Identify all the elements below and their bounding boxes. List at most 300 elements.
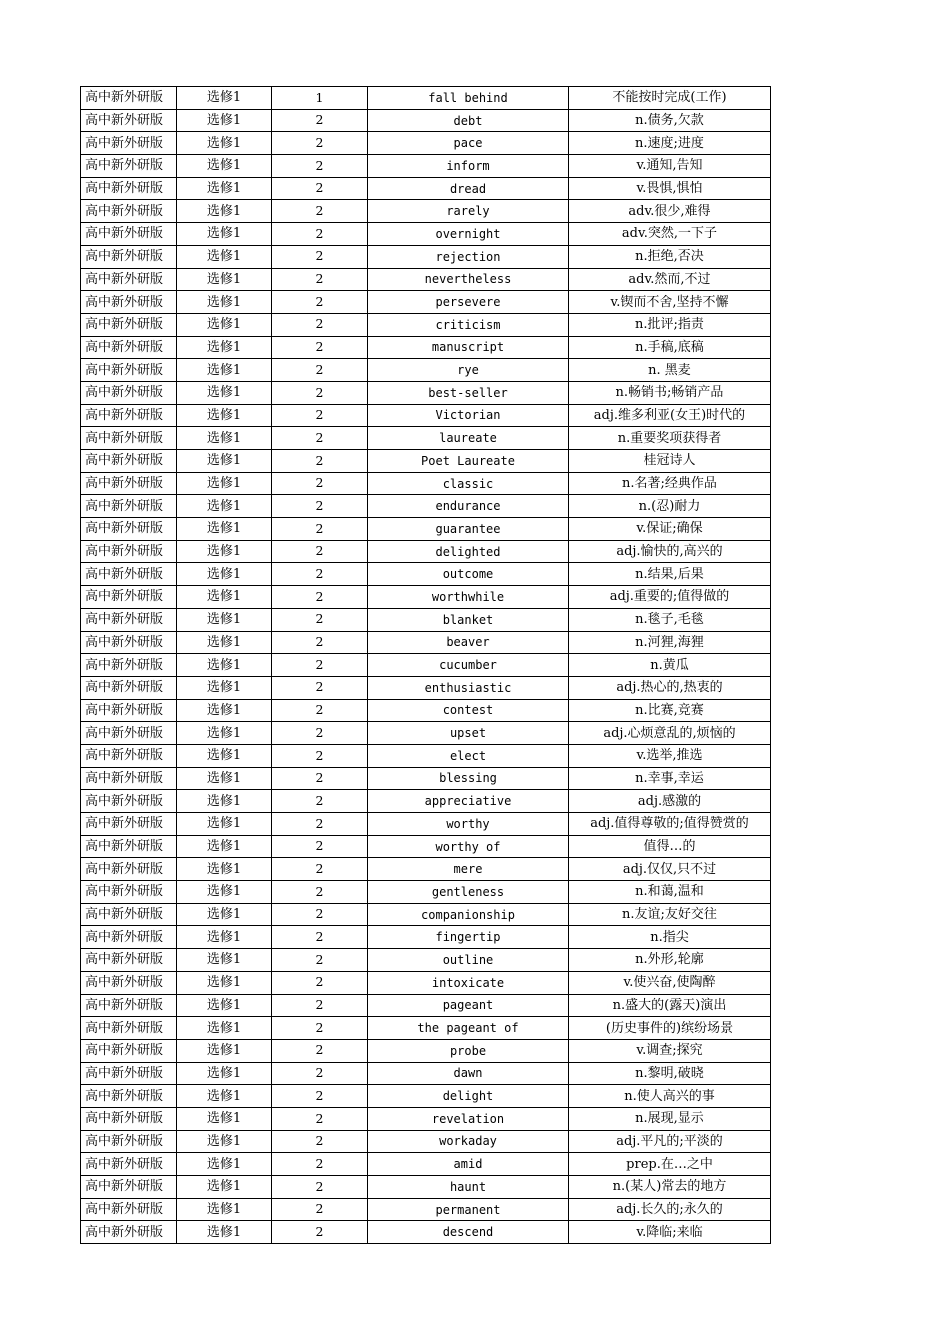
unit-cell[interactable]: 2	[272, 268, 368, 291]
textbook-cell[interactable]: 高中新外研版	[81, 495, 177, 518]
meaning-cell[interactable]: adj.维多利亚(女王)时代的	[569, 404, 771, 427]
volume-cell[interactable]: 选修1	[177, 313, 272, 336]
unit-cell[interactable]: 2	[272, 631, 368, 654]
textbook-cell[interactable]: 高中新外研版	[81, 177, 177, 200]
textbook-cell[interactable]: 高中新外研版	[81, 1153, 177, 1176]
textbook-cell[interactable]: 高中新外研版	[81, 586, 177, 609]
unit-cell[interactable]: 2	[272, 1130, 368, 1153]
table-row	[81, 971, 771, 994]
meaning-cell[interactable]: v.降临;来临	[569, 1221, 771, 1244]
meaning-cell[interactable]: 值得…的	[569, 835, 771, 858]
table-row	[81, 1198, 771, 1221]
table-row	[81, 767, 771, 790]
volume-cell[interactable]: 选修1	[177, 450, 272, 473]
table-row	[81, 1153, 771, 1176]
unit-cell[interactable]: 2	[272, 790, 368, 813]
word-cell[interactable]: rye	[368, 359, 569, 382]
word-cell[interactable]: companionship	[368, 903, 569, 926]
table-row	[81, 540, 771, 563]
textbook-cell[interactable]: 高中新外研版	[81, 540, 177, 563]
volume-cell[interactable]: 选修1	[177, 87, 272, 110]
textbook-cell[interactable]: 高中新外研版	[81, 563, 177, 586]
textbook-cell[interactable]: 高中新外研版	[81, 1017, 177, 1040]
textbook-cell[interactable]: 高中新外研版	[81, 1130, 177, 1153]
meaning-cell[interactable]: v.保证;确保	[569, 518, 771, 541]
word-cell[interactable]: outline	[368, 949, 569, 972]
word-cell[interactable]: fingertip	[368, 926, 569, 949]
volume-cell[interactable]: 选修1	[177, 223, 272, 246]
volume-cell[interactable]: 选修1	[177, 949, 272, 972]
meaning-cell[interactable]: v.选举,推选	[569, 744, 771, 767]
volume-cell[interactable]: 选修1	[177, 245, 272, 268]
meaning-cell[interactable]: adj.平凡的;平淡的	[569, 1130, 771, 1153]
unit-cell[interactable]: 2	[272, 676, 368, 699]
table-row	[81, 722, 771, 745]
volume-cell[interactable]: 选修1	[177, 132, 272, 155]
meaning-cell[interactable]: adj.感激的	[569, 790, 771, 813]
word-cell[interactable]: permanent	[368, 1198, 569, 1221]
volume-cell[interactable]: 选修1	[177, 722, 272, 745]
word-cell[interactable]: persevere	[368, 291, 569, 314]
word-cell[interactable]: cucumber	[368, 654, 569, 677]
meaning-cell[interactable]: adv.突然,一下子	[569, 223, 771, 246]
textbook-cell[interactable]: 高中新外研版	[81, 654, 177, 677]
volume-cell[interactable]: 选修1	[177, 336, 272, 359]
volume-cell[interactable]: 选修1	[177, 676, 272, 699]
textbook-cell[interactable]: 高中新外研版	[81, 472, 177, 495]
table-row	[81, 359, 771, 382]
volume-cell[interactable]: 选修1	[177, 903, 272, 926]
word-cell[interactable]: worthy	[368, 813, 569, 836]
unit-cell[interactable]: 2	[272, 291, 368, 314]
volume-cell[interactable]: 选修1	[177, 654, 272, 677]
textbook-cell[interactable]: 高中新外研版	[81, 336, 177, 359]
unit-cell[interactable]: 2	[272, 223, 368, 246]
table-row	[81, 563, 771, 586]
table-row	[81, 450, 771, 473]
word-cell[interactable]: inform	[368, 155, 569, 178]
meaning-cell[interactable]: n.使人高兴的事	[569, 1085, 771, 1108]
word-cell[interactable]: guarantee	[368, 518, 569, 541]
table-row	[81, 518, 771, 541]
textbook-cell[interactable]: 高中新外研版	[81, 813, 177, 836]
textbook-cell[interactable]: 高中新外研版	[81, 291, 177, 314]
unit-cell[interactable]: 2	[272, 109, 368, 132]
meaning-cell[interactable]: n.友谊;友好交往	[569, 903, 771, 926]
meaning-cell[interactable]: adj.愉快的,高兴的	[569, 540, 771, 563]
word-cell[interactable]: blessing	[368, 767, 569, 790]
unit-cell[interactable]: 2	[272, 881, 368, 904]
table-row	[81, 109, 771, 132]
table-row	[81, 1017, 771, 1040]
meaning-cell[interactable]: adv.然而,不过	[569, 268, 771, 291]
table-row	[81, 858, 771, 881]
word-cell[interactable]: beaver	[368, 631, 569, 654]
word-cell[interactable]: appreciative	[368, 790, 569, 813]
volume-cell[interactable]: 选修1	[177, 518, 272, 541]
volume-cell[interactable]: 选修1	[177, 858, 272, 881]
unit-cell[interactable]: 2	[272, 359, 368, 382]
textbook-cell[interactable]: 高中新外研版	[81, 518, 177, 541]
textbook-cell[interactable]: 高中新外研版	[81, 1107, 177, 1130]
table-row	[81, 744, 771, 767]
volume-cell[interactable]: 选修1	[177, 268, 272, 291]
unit-cell[interactable]: 2	[272, 1085, 368, 1108]
textbook-cell[interactable]: 高中新外研版	[81, 744, 177, 767]
unit-cell[interactable]: 2	[272, 518, 368, 541]
unit-cell[interactable]: 2	[272, 336, 368, 359]
word-cell[interactable]: upset	[368, 722, 569, 745]
textbook-cell[interactable]: 高中新外研版	[81, 1085, 177, 1108]
meaning-cell[interactable]: adj.值得尊敬的;值得赞赏的	[569, 813, 771, 836]
table-row	[81, 1176, 771, 1199]
unit-cell[interactable]: 2	[272, 654, 368, 677]
word-cell[interactable]: endurance	[368, 495, 569, 518]
textbook-cell[interactable]: 高中新外研版	[81, 858, 177, 881]
textbook-cell[interactable]: 高中新外研版	[81, 245, 177, 268]
unit-cell[interactable]: 2	[272, 1198, 368, 1221]
meaning-cell[interactable]: adj.心烦意乱的,烦恼的	[569, 722, 771, 745]
volume-cell[interactable]: 选修1	[177, 109, 272, 132]
volume-cell[interactable]: 选修1	[177, 971, 272, 994]
volume-cell[interactable]: 选修1	[177, 495, 272, 518]
textbook-cell[interactable]: 高中新外研版	[81, 1039, 177, 1062]
unit-cell[interactable]: 2	[272, 971, 368, 994]
word-cell[interactable]: Poet Laureate	[368, 450, 569, 473]
word-cell[interactable]: Victorian	[368, 404, 569, 427]
volume-cell[interactable]: 选修1	[177, 608, 272, 631]
meaning-cell[interactable]: n.和蔼,温和	[569, 881, 771, 904]
table-row	[81, 835, 771, 858]
unit-cell[interactable]: 2	[272, 245, 368, 268]
volume-cell[interactable]: 选修1	[177, 1017, 272, 1040]
word-cell[interactable]: blanket	[368, 608, 569, 631]
meaning-cell[interactable]: n.黎明,破晓	[569, 1062, 771, 1085]
volume-cell[interactable]: 选修1	[177, 155, 272, 178]
textbook-cell[interactable]: 高中新外研版	[81, 676, 177, 699]
table-row	[81, 87, 771, 110]
textbook-cell[interactable]: 高中新外研版	[81, 767, 177, 790]
volume-cell[interactable]: 选修1	[177, 631, 272, 654]
meaning-cell[interactable]: adj.仅仅,只不过	[569, 858, 771, 881]
textbook-cell[interactable]: 高中新外研版	[81, 949, 177, 972]
unit-cell[interactable]: 2	[272, 1107, 368, 1130]
unit-cell[interactable]: 2	[272, 903, 368, 926]
word-cell[interactable]: amid	[368, 1153, 569, 1176]
unit-cell[interactable]: 2	[272, 381, 368, 404]
meaning-cell[interactable]: n.重要奖项获得者	[569, 427, 771, 450]
unit-cell[interactable]: 2	[272, 563, 368, 586]
volume-cell[interactable]: 选修1	[177, 586, 272, 609]
table-row	[81, 177, 771, 200]
meaning-cell[interactable]: adj.重要的;值得做的	[569, 586, 771, 609]
textbook-cell[interactable]: 高中新外研版	[81, 722, 177, 745]
table-row	[81, 608, 771, 631]
meaning-cell[interactable]: n.名著;经典作品	[569, 472, 771, 495]
unit-cell[interactable]: 2	[272, 472, 368, 495]
meaning-cell[interactable]: (历史事件的)缤纷场景	[569, 1017, 771, 1040]
table-row	[81, 291, 771, 314]
table-row	[81, 813, 771, 836]
textbook-cell[interactable]: 高中新外研版	[81, 381, 177, 404]
meaning-cell[interactable]: v.通知,告知	[569, 155, 771, 178]
table-row	[81, 155, 771, 178]
word-cell[interactable]: dawn	[368, 1062, 569, 1085]
volume-cell[interactable]: 选修1	[177, 881, 272, 904]
textbook-cell[interactable]: 高中新外研版	[81, 450, 177, 473]
textbook-cell[interactable]: 高中新外研版	[81, 1176, 177, 1199]
meaning-cell[interactable]: 不能按时完成(工作)	[569, 87, 771, 110]
volume-cell[interactable]: 选修1	[177, 790, 272, 813]
unit-cell[interactable]: 2	[272, 450, 368, 473]
unit-cell[interactable]: 2	[272, 313, 368, 336]
unit-cell[interactable]: 2	[272, 427, 368, 450]
unit-cell[interactable]: 2	[272, 926, 368, 949]
meaning-cell[interactable]: n.幸事,幸运	[569, 767, 771, 790]
textbook-cell[interactable]: 高中新外研版	[81, 87, 177, 110]
word-cell[interactable]: laureate	[368, 427, 569, 450]
volume-cell[interactable]: 选修1	[177, 404, 272, 427]
unit-cell[interactable]: 2	[272, 495, 368, 518]
table-row	[81, 1039, 771, 1062]
meaning-cell[interactable]: n.外形,轮廓	[569, 949, 771, 972]
volume-cell[interactable]: 选修1	[177, 994, 272, 1017]
unit-cell[interactable]: 2	[272, 858, 368, 881]
table-row	[81, 313, 771, 336]
word-cell[interactable]: dread	[368, 177, 569, 200]
unit-cell[interactable]: 2	[272, 1062, 368, 1085]
meaning-cell[interactable]: n.黄瓜	[569, 654, 771, 677]
table-row	[81, 404, 771, 427]
word-cell[interactable]: criticism	[368, 313, 569, 336]
word-cell[interactable]: classic	[368, 472, 569, 495]
unit-cell[interactable]: 2	[272, 699, 368, 722]
word-cell[interactable]: descend	[368, 1221, 569, 1244]
textbook-cell[interactable]: 高中新外研版	[81, 155, 177, 178]
volume-cell[interactable]: 选修1	[177, 200, 272, 223]
unit-cell[interactable]: 2	[272, 155, 368, 178]
meaning-cell[interactable]: n.指尖	[569, 926, 771, 949]
textbook-cell[interactable]: 高中新外研版	[81, 1062, 177, 1085]
volume-cell[interactable]: 选修1	[177, 381, 272, 404]
volume-cell[interactable]: 选修1	[177, 926, 272, 949]
table-row	[81, 881, 771, 904]
textbook-cell[interactable]: 高中新外研版	[81, 835, 177, 858]
volume-cell[interactable]: 选修1	[177, 767, 272, 790]
word-cell[interactable]: delight	[368, 1085, 569, 1108]
unit-cell[interactable]: 2	[272, 540, 368, 563]
unit-cell[interactable]: 2	[272, 200, 368, 223]
table-row	[81, 1107, 771, 1130]
word-cell[interactable]: mere	[368, 858, 569, 881]
unit-cell[interactable]: 2	[272, 949, 368, 972]
word-cell[interactable]: elect	[368, 744, 569, 767]
meaning-cell[interactable]: adj.长久的;永久的	[569, 1198, 771, 1221]
volume-cell[interactable]: 选修1	[177, 699, 272, 722]
textbook-cell[interactable]: 高中新外研版	[81, 971, 177, 994]
meaning-cell[interactable]: n.畅销书;畅销产品	[569, 381, 771, 404]
unit-cell[interactable]: 2	[272, 1039, 368, 1062]
textbook-cell[interactable]: 高中新外研版	[81, 109, 177, 132]
meaning-cell[interactable]: n.手稿,底稿	[569, 336, 771, 359]
word-cell[interactable]: fall behind	[368, 87, 569, 110]
meaning-cell[interactable]: n.比赛,竞赛	[569, 699, 771, 722]
unit-cell[interactable]: 2	[272, 813, 368, 836]
meaning-cell[interactable]: n.毯子,毛毯	[569, 608, 771, 631]
unit-cell[interactable]: 2	[272, 722, 368, 745]
table-row	[81, 472, 771, 495]
volume-cell[interactable]: 选修1	[177, 813, 272, 836]
volume-cell[interactable]: 选修1	[177, 472, 272, 495]
unit-cell[interactable]: 1	[272, 87, 368, 110]
word-cell[interactable]: manuscript	[368, 336, 569, 359]
meaning-cell[interactable]: n.速度;进度	[569, 132, 771, 155]
table-row	[81, 223, 771, 246]
volume-cell[interactable]: 选修1	[177, 1176, 272, 1199]
word-cell[interactable]: pageant	[368, 994, 569, 1017]
word-cell[interactable]: delighted	[368, 540, 569, 563]
meaning-cell[interactable]: v.锲而不舍,坚持不懈	[569, 291, 771, 314]
word-cell[interactable]: haunt	[368, 1176, 569, 1199]
word-cell[interactable]: gentleness	[368, 881, 569, 904]
volume-cell[interactable]: 选修1	[177, 291, 272, 314]
textbook-cell[interactable]: 高中新外研版	[81, 313, 177, 336]
unit-cell[interactable]: 2	[272, 1017, 368, 1040]
meaning-cell[interactable]: n.河狸,海狸	[569, 631, 771, 654]
word-cell[interactable]: outcome	[368, 563, 569, 586]
table-row	[81, 1130, 771, 1153]
word-cell[interactable]: probe	[368, 1039, 569, 1062]
textbook-cell[interactable]: 高中新外研版	[81, 359, 177, 382]
unit-cell[interactable]: 2	[272, 177, 368, 200]
word-cell[interactable]: best-seller	[368, 381, 569, 404]
meaning-cell[interactable]: v.调查;探究	[569, 1039, 771, 1062]
unit-cell[interactable]: 2	[272, 1153, 368, 1176]
volume-cell[interactable]: 选修1	[177, 177, 272, 200]
textbook-cell[interactable]: 高中新外研版	[81, 200, 177, 223]
table-row	[81, 1085, 771, 1108]
volume-cell[interactable]: 选修1	[177, 540, 272, 563]
volume-cell[interactable]: 选修1	[177, 1107, 272, 1130]
meaning-cell[interactable]: n.展现,显示	[569, 1107, 771, 1130]
table-row	[81, 336, 771, 359]
meaning-cell[interactable]: adv.很少,难得	[569, 200, 771, 223]
table-row	[81, 994, 771, 1017]
meaning-cell[interactable]: n.(忍)耐力	[569, 495, 771, 518]
meaning-cell[interactable]: adj.热心的,热衷的	[569, 676, 771, 699]
unit-cell[interactable]: 2	[272, 835, 368, 858]
meaning-cell[interactable]: n.债务,欠款	[569, 109, 771, 132]
table-row	[81, 132, 771, 155]
meaning-cell[interactable]: n. 黑麦	[569, 359, 771, 382]
volume-cell[interactable]: 选修1	[177, 1062, 272, 1085]
meaning-cell[interactable]: v.畏惧,惧怕	[569, 177, 771, 200]
textbook-cell[interactable]: 高中新外研版	[81, 608, 177, 631]
volume-cell[interactable]: 选修1	[177, 1039, 272, 1062]
volume-cell[interactable]: 选修1	[177, 1198, 272, 1221]
vocabulary-table	[80, 86, 771, 1244]
word-cell[interactable]: pace	[368, 132, 569, 155]
unit-cell[interactable]: 2	[272, 767, 368, 790]
unit-cell[interactable]: 2	[272, 1221, 368, 1244]
meaning-cell[interactable]: v.使兴奋,使陶醉	[569, 971, 771, 994]
volume-cell[interactable]: 选修1	[177, 1221, 272, 1244]
volume-cell[interactable]: 选修1	[177, 1130, 272, 1153]
word-cell[interactable]: debt	[368, 109, 569, 132]
table-row	[81, 1221, 771, 1244]
textbook-cell[interactable]: 高中新外研版	[81, 1221, 177, 1244]
word-cell[interactable]: rejection	[368, 245, 569, 268]
unit-cell[interactable]: 2	[272, 404, 368, 427]
word-cell[interactable]: overnight	[368, 223, 569, 246]
word-cell[interactable]: worthwhile	[368, 586, 569, 609]
textbook-cell[interactable]: 高中新外研版	[81, 404, 177, 427]
table-row	[81, 268, 771, 291]
table-row	[81, 427, 771, 450]
textbook-cell[interactable]: 高中新外研版	[81, 881, 177, 904]
table-row	[81, 631, 771, 654]
textbook-cell[interactable]: 高中新外研版	[81, 132, 177, 155]
meaning-cell[interactable]: n.结果,后果	[569, 563, 771, 586]
unit-cell[interactable]: 2	[272, 132, 368, 155]
word-cell[interactable]: enthusiastic	[368, 676, 569, 699]
unit-cell[interactable]: 2	[272, 586, 368, 609]
textbook-cell[interactable]: 高中新外研版	[81, 427, 177, 450]
textbook-cell[interactable]: 高中新外研版	[81, 1198, 177, 1221]
word-cell[interactable]: workaday	[368, 1130, 569, 1153]
meaning-cell[interactable]: n.批评;指责	[569, 313, 771, 336]
table-row	[81, 676, 771, 699]
unit-cell[interactable]: 2	[272, 994, 368, 1017]
textbook-cell[interactable]: 高中新外研版	[81, 223, 177, 246]
unit-cell[interactable]: 2	[272, 608, 368, 631]
volume-cell[interactable]: 选修1	[177, 744, 272, 767]
word-cell[interactable]: revelation	[368, 1107, 569, 1130]
word-cell[interactable]: contest	[368, 699, 569, 722]
volume-cell[interactable]: 选修1	[177, 1153, 272, 1176]
table-row	[81, 1062, 771, 1085]
textbook-cell[interactable]: 高中新外研版	[81, 631, 177, 654]
textbook-cell[interactable]: 高中新外研版	[81, 903, 177, 926]
volume-cell[interactable]: 选修1	[177, 835, 272, 858]
meaning-cell[interactable]: 桂冠诗人	[569, 450, 771, 473]
textbook-cell[interactable]: 高中新外研版	[81, 268, 177, 291]
meaning-cell[interactable]: n.拒绝,否决	[569, 245, 771, 268]
table-row	[81, 200, 771, 223]
volume-cell[interactable]: 选修1	[177, 1085, 272, 1108]
volume-cell[interactable]: 选修1	[177, 359, 272, 382]
textbook-cell[interactable]: 高中新外研版	[81, 926, 177, 949]
textbook-cell[interactable]: 高中新外研版	[81, 790, 177, 813]
textbook-cell[interactable]: 高中新外研版	[81, 699, 177, 722]
word-cell[interactable]: rarely	[368, 200, 569, 223]
meaning-cell[interactable]: n.(某人)常去的地方	[569, 1176, 771, 1199]
word-cell[interactable]: worthy of	[368, 835, 569, 858]
unit-cell[interactable]: 2	[272, 1176, 368, 1199]
meaning-cell[interactable]: n.盛大的(露天)演出	[569, 994, 771, 1017]
word-cell[interactable]: intoxicate	[368, 971, 569, 994]
word-cell[interactable]: the pageant of	[368, 1017, 569, 1040]
volume-cell[interactable]: 选修1	[177, 563, 272, 586]
table-row	[81, 903, 771, 926]
word-cell[interactable]: nevertheless	[368, 268, 569, 291]
table-row	[81, 654, 771, 677]
meaning-cell[interactable]: prep.在…之中	[569, 1153, 771, 1176]
volume-cell[interactable]: 选修1	[177, 427, 272, 450]
textbook-cell[interactable]: 高中新外研版	[81, 994, 177, 1017]
table-row	[81, 790, 771, 813]
unit-cell[interactable]: 2	[272, 744, 368, 767]
